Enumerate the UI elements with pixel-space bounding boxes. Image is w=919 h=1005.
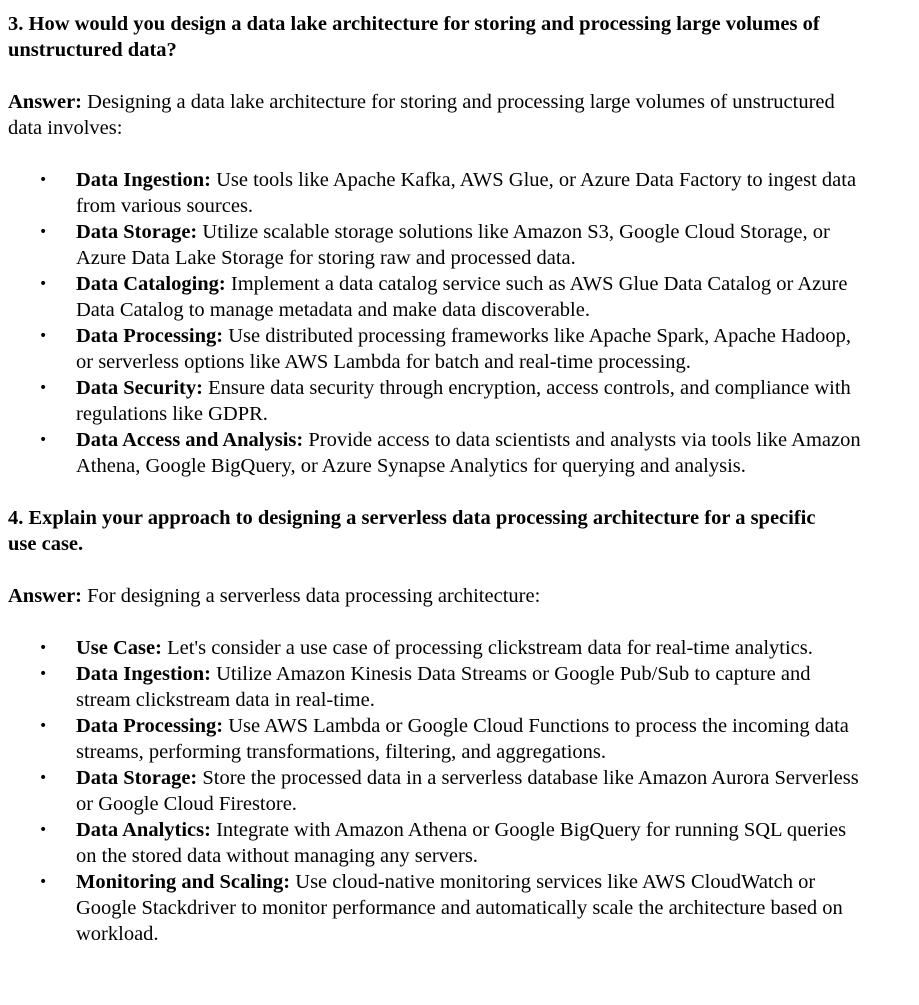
point-term: Data Ingestion: <box>76 169 211 191</box>
point-term: Data Ingestion: <box>76 663 211 685</box>
bullet-icon: • <box>39 640 48 656</box>
question-heading: 3. How would you design a data lake architecture for storing and processing large volumes of unstructured data? <box>8 13 820 61</box>
bullet-icon: • <box>39 172 48 188</box>
point-term: Data Storage: <box>76 767 198 789</box>
list-item <box>8 817 866 869</box>
bullet-icon: • <box>39 432 48 448</box>
list-item <box>8 869 866 947</box>
bullet-icon: • <box>39 666 48 682</box>
bullet-icon: • <box>39 380 48 396</box>
list-item <box>8 765 866 817</box>
point-term: Data Processing: <box>76 325 224 347</box>
point-text: Integrate with Amazon Athena or Google BigQuery for running SQL queries on the stored data without managing any servers. <box>76 819 847 867</box>
bullet-icon: • <box>39 224 48 240</box>
list-item <box>8 323 866 375</box>
bullet-icon: • <box>39 276 48 292</box>
question-section-4 <box>8 505 913 947</box>
question-section-3 <box>8 11 913 479</box>
point-text: Let's consider a use case of processing clickstream data for real-time analytics. <box>161 637 813 659</box>
point-text: Store the processed data in a serverless database like Amazon Aurora Serverless or Google Cloud Firestore. <box>76 767 859 815</box>
point-text: Utilize Amazon Kinesis Data Streams or Google Pub/Sub to capture and stream clickstream data in real-time. <box>76 663 811 711</box>
question-heading: 4. Explain your approach to designing a serverless data processing architecture for a specific use case. <box>8 507 816 555</box>
answer-label: Answer: <box>8 91 83 113</box>
list-item <box>8 635 866 661</box>
point-term: Monitoring and Scaling: <box>76 871 291 893</box>
list-item <box>8 375 866 427</box>
point-term: Use Case: <box>76 637 162 659</box>
answer-intro <box>8 583 868 609</box>
point-term: Data Analytics: <box>76 819 211 841</box>
list-item <box>8 271 866 323</box>
bullet-icon: • <box>39 874 48 890</box>
list-item <box>8 713 866 765</box>
bullet-icon: • <box>39 328 48 344</box>
point-term: Data Access and Analysis: <box>76 429 304 451</box>
point-text: Provide access to data scientists and analysts via tools like Amazon Athena, Google BigQuery, or Azure Synapse Analytics for querying and analysis. <box>76 429 861 477</box>
answer-points-list <box>8 167 913 479</box>
answer-label: Answer: <box>8 585 83 607</box>
list-item <box>8 219 866 271</box>
point-text: Implement a data catalog service such as AWS Glue Data Catalog or Azure Data Catalog to manage metadata and make data discoverable. <box>76 273 848 321</box>
point-term: Data Processing: <box>76 715 224 737</box>
list-item <box>8 427 866 479</box>
bullet-icon: • <box>39 770 48 786</box>
point-text: Utilize scalable storage solutions like Amazon S3, Google Cloud Storage, or Azure Data Lake Storage for storing raw and processed data. <box>76 221 830 269</box>
answer-text: For designing a serverless data processing architecture: <box>82 585 541 607</box>
answer-text: Designing a data lake architecture for storing and processing large volumes of unstructured data involves: <box>8 91 835 139</box>
point-term: Data Security: <box>76 377 203 399</box>
answer-intro <box>8 89 868 141</box>
point-text: Ensure data security through encryption, access controls, and compliance with regulations like GDPR. <box>76 377 851 425</box>
point-term: Data Cataloging: <box>76 273 226 295</box>
point-text: Use cloud-native monitoring services like AWS CloudWatch or Google Stackdriver to monitor performance and automatically scale the architecture based on workload. <box>76 871 843 945</box>
list-item <box>8 661 866 713</box>
list-item <box>8 167 866 219</box>
bullet-icon: • <box>39 718 48 734</box>
point-term: Data Storage: <box>76 221 198 243</box>
point-text: Use distributed processing frameworks like Apache Spark, Apache Hadoop, or serverless options like AWS Lambda for batch and real-time processing. <box>76 325 852 373</box>
point-text: Use AWS Lambda or Google Cloud Functions to process the incoming data streams, performing transformations, filtering, and aggregations. <box>76 715 849 763</box>
bullet-icon: • <box>39 822 48 838</box>
answer-points-list <box>8 635 913 947</box>
point-text: Use tools like Apache Kafka, AWS Glue, or Azure Data Factory to ingest data from various sources. <box>76 169 857 217</box>
